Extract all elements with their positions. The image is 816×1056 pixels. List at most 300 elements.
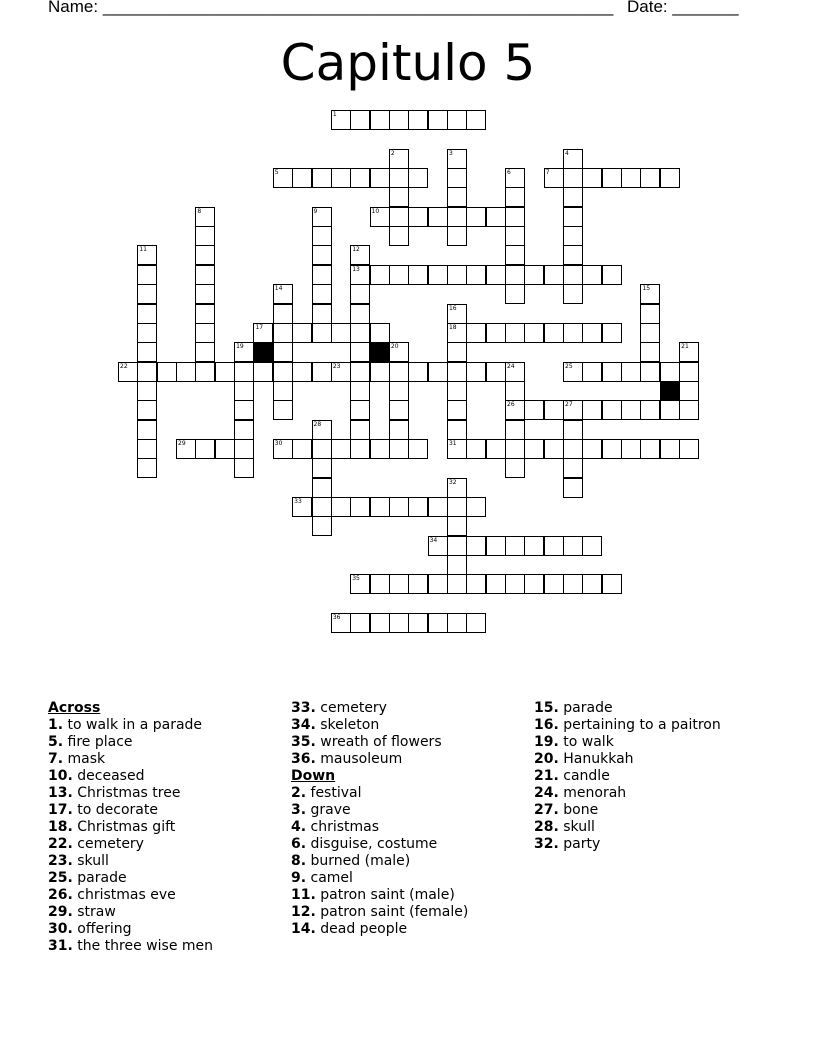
grid-cell[interactable]: [582, 400, 602, 420]
grid-cell[interactable]: [408, 362, 428, 382]
across-clue: [48, 819, 213, 836]
clue-text: cemetery: [77, 836, 144, 852]
grid-cell[interactable]: [350, 381, 370, 401]
grid-cell[interactable]: [234, 381, 254, 401]
grid-cell[interactable]: [312, 245, 332, 265]
grid-cell[interactable]: [640, 304, 660, 324]
grid-cell[interactable]: [389, 207, 409, 227]
grid-cell[interactable]: [331, 168, 351, 188]
clue-number: 15.: [534, 700, 559, 716]
clue-number-label: 5: [274, 169, 279, 177]
grid-cell[interactable]: [447, 400, 467, 420]
grid-cell[interactable]: [563, 536, 583, 556]
grid-cell[interactable]: [486, 323, 506, 343]
grid-cell[interactable]: [350, 245, 370, 265]
grid-cell[interactable]: [524, 323, 544, 343]
grid-cell[interactable]: [234, 362, 254, 382]
grid-cell[interactable]: [602, 323, 622, 343]
grid-cell[interactable]: [524, 439, 544, 459]
grid-cell[interactable]: [447, 168, 467, 188]
grid-cell[interactable]: [389, 149, 409, 169]
grid-cell[interactable]: [563, 574, 583, 594]
grid-cell[interactable]: [563, 226, 583, 246]
grid-cell[interactable]: [234, 342, 254, 362]
clue-number: 18.: [48, 819, 73, 835]
grid-cell[interactable]: [408, 110, 428, 130]
grid-cell[interactable]: [137, 458, 157, 478]
grid-cell[interactable]: [640, 284, 660, 304]
grid-cell[interactable]: [331, 497, 351, 517]
grid-cell[interactable]: [350, 574, 370, 594]
grid-cell[interactable]: [137, 323, 157, 343]
grid-cell[interactable]: [447, 574, 467, 594]
grid-cell[interactable]: [563, 149, 583, 169]
grid-cell[interactable]: [312, 439, 332, 459]
grid-cell[interactable]: [563, 284, 583, 304]
grid-cell[interactable]: [350, 613, 370, 633]
grid-cell[interactable]: [428, 110, 448, 130]
clue-number-label: 4: [565, 149, 569, 157]
clue-text: mask: [67, 751, 106, 767]
grid-cell[interactable]: [447, 536, 467, 556]
down-clue: [534, 836, 721, 853]
grid-cell[interactable]: [524, 574, 544, 594]
grid-cell[interactable]: [350, 400, 370, 420]
grid-cell[interactable]: [195, 342, 215, 362]
across-clue: [48, 836, 213, 853]
grid-cell[interactable]: [389, 400, 409, 420]
grid-cell[interactable]: [292, 497, 312, 517]
grid-cell[interactable]: [505, 420, 525, 440]
grid-cell[interactable]: [331, 613, 351, 633]
grid-cell[interactable]: [234, 420, 254, 440]
grid-cell[interactable]: [137, 439, 157, 459]
grid-cell[interactable]: [312, 265, 332, 285]
grid-cell[interactable]: [350, 168, 370, 188]
clue-number-label: 25: [565, 362, 573, 370]
grid-cell[interactable]: [157, 362, 177, 382]
grid-cell[interactable]: [273, 323, 293, 343]
grid-cell[interactable]: [621, 168, 641, 188]
clue-text: menorah: [563, 785, 627, 801]
grid-cell[interactable]: [389, 265, 409, 285]
grid-cell[interactable]: [524, 536, 544, 556]
grid-cell[interactable]: [621, 362, 641, 382]
grid-cell[interactable]: [312, 207, 332, 227]
grid-cell[interactable]: [389, 574, 409, 594]
grid-cell[interactable]: [679, 342, 699, 362]
grid-cell[interactable]: [505, 458, 525, 478]
grid-cell[interactable]: [679, 362, 699, 382]
clue-text: deceased: [77, 768, 145, 784]
grid-cell[interactable]: [660, 362, 680, 382]
grid-cell[interactable]: [582, 323, 602, 343]
grid-cell[interactable]: [563, 478, 583, 498]
grid-cell[interactable]: [408, 613, 428, 633]
grid-cell[interactable]: [466, 613, 486, 633]
black-cell: [253, 342, 273, 362]
grid-cell[interactable]: [370, 574, 390, 594]
grid-cell[interactable]: [505, 207, 525, 227]
grid-cell[interactable]: [350, 265, 370, 285]
grid-cell[interactable]: [273, 381, 293, 401]
grid-cell[interactable]: [563, 323, 583, 343]
grid-cell[interactable]: [389, 362, 409, 382]
grid-cell[interactable]: [466, 439, 486, 459]
grid-cell[interactable]: [234, 439, 254, 459]
grid-cell[interactable]: [486, 265, 506, 285]
grid-cell[interactable]: [544, 400, 564, 420]
grid-cell[interactable]: [563, 439, 583, 459]
clue-number: 28.: [534, 819, 559, 835]
grid-cell[interactable]: [505, 168, 525, 188]
grid-cell[interactable]: [582, 439, 602, 459]
grid-cell[interactable]: [466, 536, 486, 556]
grid-cell[interactable]: [389, 497, 409, 517]
grid-cell[interactable]: [524, 265, 544, 285]
grid-cell[interactable]: [505, 362, 525, 382]
grid-cell[interactable]: [486, 439, 506, 459]
grid-cell[interactable]: [544, 168, 564, 188]
grid-cell[interactable]: [447, 187, 467, 207]
grid-cell[interactable]: [273, 439, 293, 459]
grid-cell[interactable]: [505, 439, 525, 459]
grid-cell[interactable]: [505, 323, 525, 343]
clue-number: 11.: [291, 887, 316, 903]
grid-cell[interactable]: [505, 284, 525, 304]
grid-cell[interactable]: [447, 342, 467, 362]
grid-cell[interactable]: [428, 574, 448, 594]
grid-cell[interactable]: [640, 362, 660, 382]
grid-cell[interactable]: [350, 284, 370, 304]
grid-cell[interactable]: [466, 323, 486, 343]
grid-cell[interactable]: [137, 381, 157, 401]
grid-cell[interactable]: [466, 574, 486, 594]
grid-cell[interactable]: [486, 574, 506, 594]
grid-cell[interactable]: [408, 574, 428, 594]
grid-cell[interactable]: [234, 458, 254, 478]
grid-cell[interactable]: [312, 226, 332, 246]
grid-cell[interactable]: [505, 187, 525, 207]
grid-cell[interactable]: [331, 362, 351, 382]
clue-number-label: 31: [448, 439, 457, 447]
grid-cell[interactable]: [195, 284, 215, 304]
clue-number: 34.: [291, 717, 316, 733]
grid-cell[interactable]: [195, 323, 215, 343]
grid-cell[interactable]: [389, 110, 409, 130]
grid-cell[interactable]: [447, 323, 467, 343]
grid-cell[interactable]: [660, 439, 680, 459]
grid-cell[interactable]: [563, 400, 583, 420]
grid-cell[interactable]: [447, 110, 467, 130]
grid-cell[interactable]: [195, 362, 215, 382]
grid-cell[interactable]: [137, 284, 157, 304]
grid-cell[interactable]: [505, 381, 525, 401]
grid-cell[interactable]: [486, 207, 506, 227]
grid-cell[interactable]: [505, 265, 525, 285]
grid-cell[interactable]: [331, 439, 351, 459]
grid-cell[interactable]: [273, 342, 293, 362]
grid-cell[interactable]: [273, 284, 293, 304]
grid-cell[interactable]: [602, 168, 622, 188]
clue-text: candle: [563, 768, 610, 784]
grid-cell[interactable]: [350, 110, 370, 130]
grid-cell[interactable]: [447, 516, 467, 536]
clue-number: 36.: [291, 751, 316, 767]
grid-cell[interactable]: [428, 362, 448, 382]
grid-cell[interactable]: [640, 342, 660, 362]
grid-cell[interactable]: [195, 439, 215, 459]
clue-text: skeleton: [320, 717, 380, 733]
grid-cell[interactable]: [350, 342, 370, 362]
grid-cell[interactable]: [447, 613, 467, 633]
down-clue-list: [291, 785, 468, 938]
grid-cell[interactable]: [447, 265, 467, 285]
grid-cell[interactable]: [370, 613, 390, 633]
grid-cell[interactable]: [273, 168, 293, 188]
clue-text: camel: [310, 870, 353, 886]
grid-cell[interactable]: [544, 323, 564, 343]
grid-cell[interactable]: [389, 439, 409, 459]
grid-cell[interactable]: [253, 323, 273, 343]
grid-cell[interactable]: [312, 362, 332, 382]
clue-number: 7.: [48, 751, 64, 767]
grid-cell[interactable]: [215, 439, 235, 459]
grid-cell[interactable]: [176, 439, 196, 459]
down-clue: [291, 819, 468, 836]
grid-cell[interactable]: [582, 265, 602, 285]
grid-cell[interactable]: [370, 265, 390, 285]
clue-number-label: 17: [255, 323, 264, 331]
grid-cell[interactable]: [389, 226, 409, 246]
grid-cell[interactable]: [486, 362, 506, 382]
clue-number-label: 1: [332, 111, 337, 118]
grid-cell[interactable]: [563, 420, 583, 440]
grid-cell[interactable]: [428, 536, 448, 556]
grid-cell[interactable]: [176, 362, 196, 382]
grid-cell[interactable]: [563, 458, 583, 478]
grid-cell[interactable]: [312, 284, 332, 304]
grid-cell[interactable]: [389, 381, 409, 401]
grid-cell[interactable]: [137, 420, 157, 440]
grid-cell[interactable]: [312, 168, 332, 188]
grid-cell[interactable]: [195, 304, 215, 324]
grid-cell[interactable]: [350, 362, 370, 382]
grid-cell[interactable]: [137, 265, 157, 285]
grid-cell[interactable]: [640, 168, 660, 188]
grid-cell[interactable]: [447, 226, 467, 246]
grid-cell[interactable]: [312, 478, 332, 498]
grid-cell[interactable]: [137, 362, 157, 382]
clue-number-label: 23: [332, 362, 341, 370]
grid-cell[interactable]: [505, 400, 525, 420]
grid-cell[interactable]: [312, 516, 332, 536]
grid-cell[interactable]: [505, 226, 525, 246]
grid-cell[interactable]: [466, 207, 486, 227]
grid-cell[interactable]: [447, 555, 467, 575]
grid-cell[interactable]: [370, 497, 390, 517]
grid-cell[interactable]: [544, 574, 564, 594]
date-label: Date:: [627, 0, 668, 16]
clue-number-label: 7: [545, 169, 550, 177]
grid-cell[interactable]: [563, 265, 583, 285]
grid-cell[interactable]: [408, 168, 428, 188]
grid-cell[interactable]: [679, 400, 699, 420]
grid-cell[interactable]: [660, 168, 680, 188]
grid-cell[interactable]: [312, 304, 332, 324]
grid-cell[interactable]: [544, 265, 564, 285]
grid-cell[interactable]: [640, 439, 660, 459]
black-cell: [660, 381, 680, 401]
grid-cell[interactable]: [428, 265, 448, 285]
grid-cell[interactable]: [350, 497, 370, 517]
grid-cell[interactable]: [602, 400, 622, 420]
grid-cell[interactable]: [544, 439, 564, 459]
clue-number: 2.: [291, 785, 307, 801]
grid-cell[interactable]: [640, 323, 660, 343]
grid-cell[interactable]: [195, 245, 215, 265]
grid-cell[interactable]: [466, 110, 486, 130]
grid-cell[interactable]: [312, 458, 332, 478]
grid-cell[interactable]: [350, 420, 370, 440]
clue-number: 32.: [534, 836, 559, 852]
grid-cell[interactable]: [447, 149, 467, 169]
grid-cell[interactable]: [582, 168, 602, 188]
grid-cell[interactable]: [602, 362, 622, 382]
grid-cell[interactable]: [292, 323, 312, 343]
grid-cell[interactable]: [292, 362, 312, 382]
grid-cell[interactable]: [428, 207, 448, 227]
grid-cell[interactable]: [312, 323, 332, 343]
grid-cell[interactable]: [350, 439, 370, 459]
grid-cell[interactable]: [447, 497, 467, 517]
grid-cell[interactable]: [312, 497, 332, 517]
grid-cell[interactable]: [408, 439, 428, 459]
clue-number: 33.: [291, 700, 316, 716]
clue-number: 5.: [48, 734, 64, 750]
grid-cell[interactable]: [389, 168, 409, 188]
grid-cell[interactable]: [137, 342, 157, 362]
grid-cell[interactable]: [447, 304, 467, 324]
grid-cell[interactable]: [292, 168, 312, 188]
grid-cell[interactable]: [602, 265, 622, 285]
grid-cell[interactable]: [428, 497, 448, 517]
grid-cell[interactable]: [292, 439, 312, 459]
grid-cell[interactable]: [640, 400, 660, 420]
grid-cell[interactable]: [350, 304, 370, 324]
grid-cell[interactable]: [563, 168, 583, 188]
grid-cell[interactable]: [582, 574, 602, 594]
grid-cell[interactable]: [137, 245, 157, 265]
grid-cell[interactable]: [563, 245, 583, 265]
grid-cell[interactable]: [447, 362, 467, 382]
grid-cell[interactable]: [660, 400, 680, 420]
grid-cell[interactable]: [273, 400, 293, 420]
grid-cell[interactable]: [389, 187, 409, 207]
grid-cell[interactable]: [350, 323, 370, 343]
grid-cell[interactable]: [563, 362, 583, 382]
grid-cell[interactable]: [273, 362, 293, 382]
grid-cell[interactable]: [602, 439, 622, 459]
grid-cell[interactable]: [447, 420, 467, 440]
clue-number: 27.: [534, 802, 559, 818]
across-heading: Across: [48, 700, 101, 716]
grid-cell[interactable]: [370, 110, 390, 130]
grid-cell[interactable]: [602, 574, 622, 594]
grid-cell[interactable]: [215, 362, 235, 382]
grid-cell[interactable]: [408, 265, 428, 285]
grid-cell[interactable]: [370, 207, 390, 227]
grid-cell[interactable]: [195, 207, 215, 227]
grid-cell[interactable]: [370, 439, 390, 459]
grid-cell[interactable]: [621, 439, 641, 459]
clue-number: 13.: [48, 785, 73, 801]
clue-text: Christmas gift: [77, 819, 176, 835]
grid-cell[interactable]: [524, 400, 544, 420]
clue-text: mausoleum: [320, 751, 403, 767]
grid-cell[interactable]: [312, 420, 332, 440]
grid-cell[interactable]: [447, 439, 467, 459]
grid-cell[interactable]: [505, 574, 525, 594]
down-clue: [291, 904, 468, 921]
grid-cell[interactable]: [408, 207, 428, 227]
grid-cell[interactable]: [195, 226, 215, 246]
grid-cell[interactable]: [679, 439, 699, 459]
grid-cell[interactable]: [447, 381, 467, 401]
clue-text: to walk: [563, 734, 614, 750]
grid-cell[interactable]: [582, 536, 602, 556]
across-clue: [48, 751, 213, 768]
clue-number: 10.: [48, 768, 73, 784]
grid-cell[interactable]: [370, 168, 390, 188]
grid-cell[interactable]: [331, 110, 351, 130]
grid-cell[interactable]: [466, 497, 486, 517]
grid-cell[interactable]: [195, 265, 215, 285]
grid-cell[interactable]: [137, 304, 157, 324]
grid-cell[interactable]: [505, 536, 525, 556]
grid-cell[interactable]: [544, 536, 564, 556]
grid-cell[interactable]: [370, 323, 390, 343]
grid-cell[interactable]: [563, 187, 583, 207]
clue-text: patron saint (female): [320, 904, 469, 920]
grid-cell[interactable]: [679, 381, 699, 401]
grid-cell[interactable]: [563, 207, 583, 227]
grid-cell[interactable]: [582, 362, 602, 382]
grid-cell[interactable]: [273, 304, 293, 324]
grid-cell[interactable]: [137, 400, 157, 420]
grid-cell[interactable]: [466, 362, 486, 382]
grid-cell[interactable]: [370, 362, 390, 382]
grid-cell[interactable]: [621, 400, 641, 420]
grid-cell[interactable]: [408, 497, 428, 517]
grid-cell[interactable]: [389, 342, 409, 362]
grid-cell[interactable]: [331, 323, 351, 343]
clue-text: the three wise men: [77, 938, 213, 954]
grid-cell[interactable]: [253, 362, 273, 382]
grid-cell[interactable]: [118, 362, 138, 382]
across-clue-list-continued: [291, 700, 468, 768]
grid-cell[interactable]: [447, 478, 467, 498]
grid-cell[interactable]: [428, 613, 448, 633]
grid-cell[interactable]: [234, 400, 254, 420]
grid-cell[interactable]: [389, 420, 409, 440]
grid-cell[interactable]: [466, 265, 486, 285]
grid-cell[interactable]: [447, 207, 467, 227]
grid-cell[interactable]: [486, 536, 506, 556]
clue-text: patron saint (male): [320, 887, 455, 903]
grid-cell[interactable]: [389, 613, 409, 633]
grid-cell[interactable]: [505, 245, 525, 265]
